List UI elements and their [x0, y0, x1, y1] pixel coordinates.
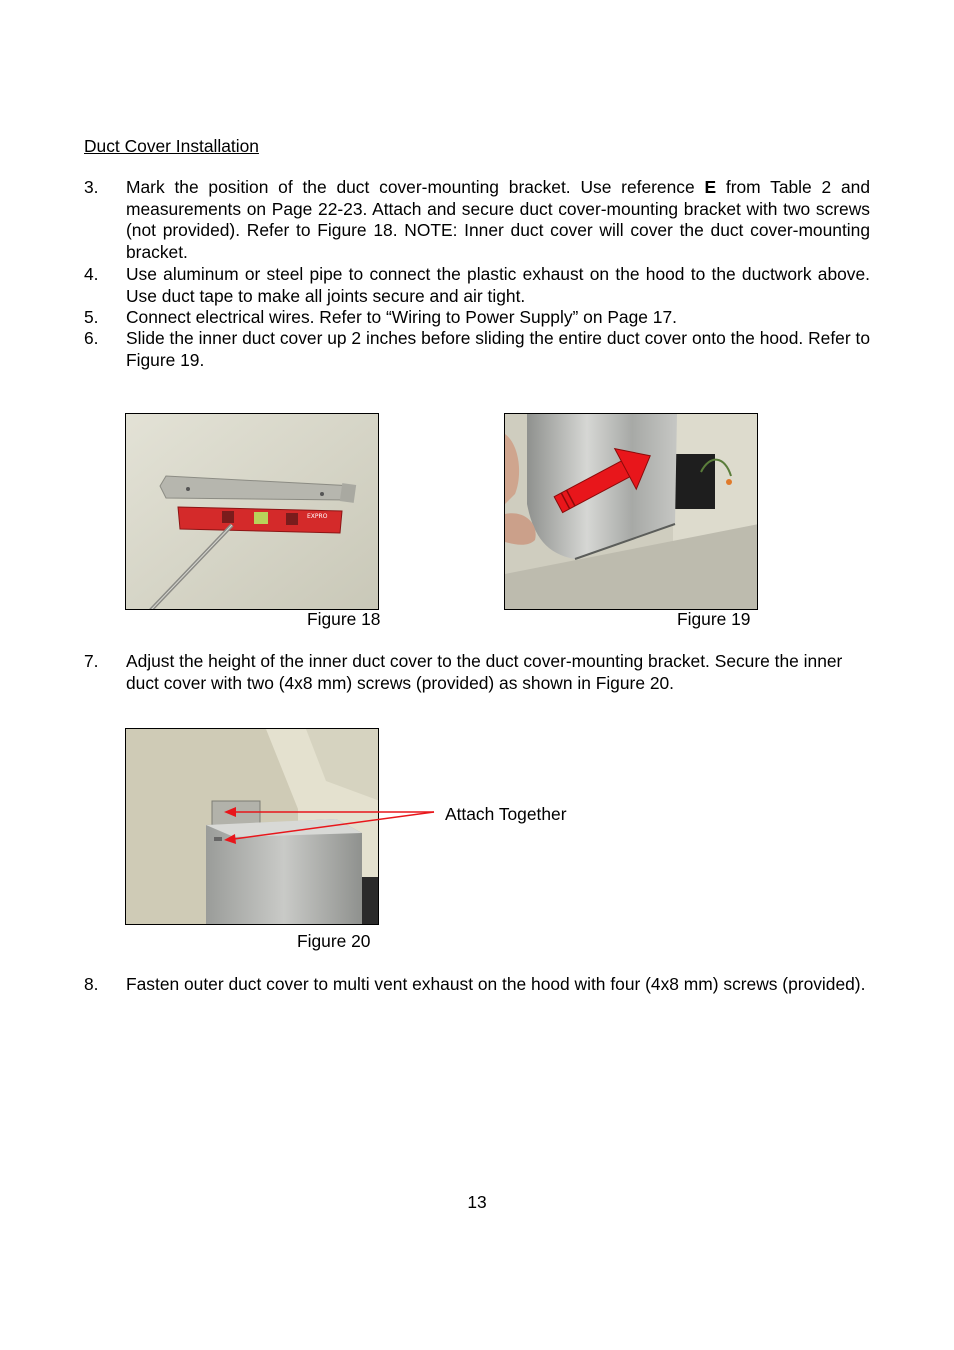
step-text: Slide the inner duct cover up 2 inches before sliding the entire duct cover onto the hood. Refer to Figure 19. — [126, 328, 870, 370]
attach-together-label: Attach Together — [445, 804, 567, 824]
step-text: Fasten outer duct cover to multi vent exhaust on the hood with four (4x8 mm) screws (provided). — [126, 974, 866, 994]
step-number: 8. — [84, 974, 99, 994]
step-number: 7. — [84, 651, 99, 671]
step-number: 3. — [84, 177, 99, 197]
figure-20-caption: Figure 20 — [297, 931, 371, 951]
step-text: Adjust the height of the inner duct cover to the duct cover-mounting bracket. Secure the inner duct cover with two (4x8 mm) screws (provided) as shown in Figure 20. — [126, 651, 843, 693]
figure-19-photo — [504, 413, 758, 610]
figure-19-caption: Figure 19 — [677, 609, 751, 629]
figure-18-photo — [125, 413, 379, 610]
page-number: 13 — [467, 1192, 487, 1212]
step-text: Connect electrical wires. Refer to “Wiring to Power Supply” on Page 17. — [126, 307, 677, 327]
step-number: 4. — [84, 264, 99, 284]
step-8 — [84, 974, 870, 996]
step-text: Mark the position of the duct cover-mounting bracket. Use reference E from Table 2 and measurements on Page 22-23. Attach and secure duct cover-mounting bracket with two screws (not provided). Refer to Figure 18. NOTE: Inner duct cover will cover the duct cover-mounting bracket. — [126, 177, 870, 262]
step-number: 5. — [84, 307, 99, 327]
figure-18-caption: Figure 18 — [307, 609, 381, 629]
step-text: Use aluminum or steel pipe to connect the plastic exhaust on the hood to the ductwork above. Use duct tape to make all joints secure and air tight. — [126, 264, 870, 306]
step-5 — [84, 307, 870, 329]
section-heading: Duct Cover Installation — [84, 136, 259, 156]
step-3 — [84, 177, 870, 263]
step-6 — [84, 328, 870, 371]
step-number: 6. — [84, 328, 99, 348]
level-brand-label: EXPRO — [307, 513, 328, 520]
callout-arrows — [200, 800, 445, 850]
step-7 — [84, 651, 870, 694]
step-4 — [84, 264, 870, 307]
